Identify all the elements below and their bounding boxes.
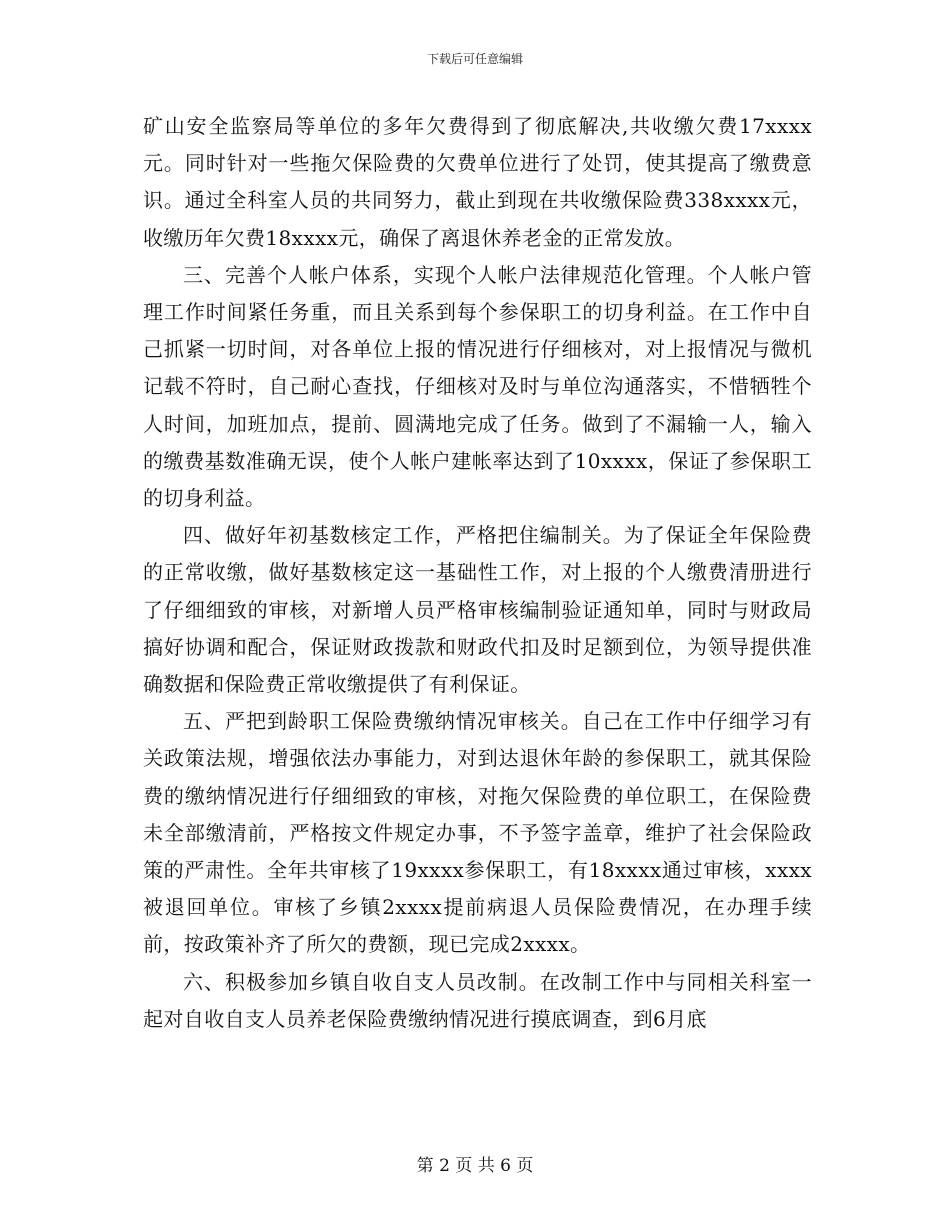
page-header: 下载后可任意编辑 (426, 52, 523, 66)
page-number-footer: 第 2 页 共 6 页 (416, 1156, 534, 1176)
paragraph-section-3: 三、完善个人帐户体系，实现个人帐户法律规范化管理。个人帐户管理工作时间紧任务重，而且关系到每个参保职工的切身利益。在工作中自己抓紧一切时间，对各单位上报的情况进行仔细核对，对上报情况与微机记载不符时，自己耐心查找，仔细核对及时与单位沟通落实，不惜牺牲个人时间，加班加点，提前、圆满地完成了任务。做到了不漏输一人，输入的缴费基数准确无误，使个人帐户建帐率达到了10xxxx，保证了参保职工的切身利益。 (143, 262, 812, 511)
paragraph-section-6: 六、积极参加乡镇自收自支人员改制。在改制工作中与同相关科室一起对自收自支人员养老保险费缴纳情况进行摸底调查，到6月底 (143, 969, 812, 1031)
document-body (143, 108, 812, 1038)
paragraph-section-4: 四、做好年初基数核定工作，严格把住编制关。为了保证全年保险费的正常收缴，做好基数核定这一基础性工作，对上报的个人缴费清册进行了仔细细致的审核，对新增人员严格审核编制验证通知单，同时与财政局搞好协调和配合，保证财政拨款和财政代扣及时足额到位，为领导提供准确数据和保险费正常收缴提供了有利保证。 (143, 523, 812, 697)
paragraph-continuation: 矿山安全监察局等单位的多年欠费得到了彻底解决,共收缴欠费17xxxx元。同时针对一些拖欠保险费的欠费单位进行了处罚，使其提高了缴费意识。通过全科室人员的共同努力，截止到现在共收缴保险费338xxxx元，收缴历年欠费18xxxx元，确保了离退休养老金的正常发放。 (143, 114, 812, 250)
paragraph-section-5: 五、严把到龄职工保险费缴纳情况审核关。自己在工作中仔细学习有关政策法规，增强依法办事能力，对到达退休年龄的参保职工，就其保险费的缴纳情况进行仔细细致的审核，对拖欠保险费的单位职工，在保险费未全部缴清前，严格按文件规定办事，不予签字盖章，维护了社会保险政策的严肃性。全年共审核了19xxxx参保职工，有18xxxx通过审核，xxxx被退回单位。审核了乡镇2xxxx提前病退人员保险费情况，在办理手续前，按政策补齐了所欠的费额，现已完成2xxxx。 (143, 709, 812, 957)
